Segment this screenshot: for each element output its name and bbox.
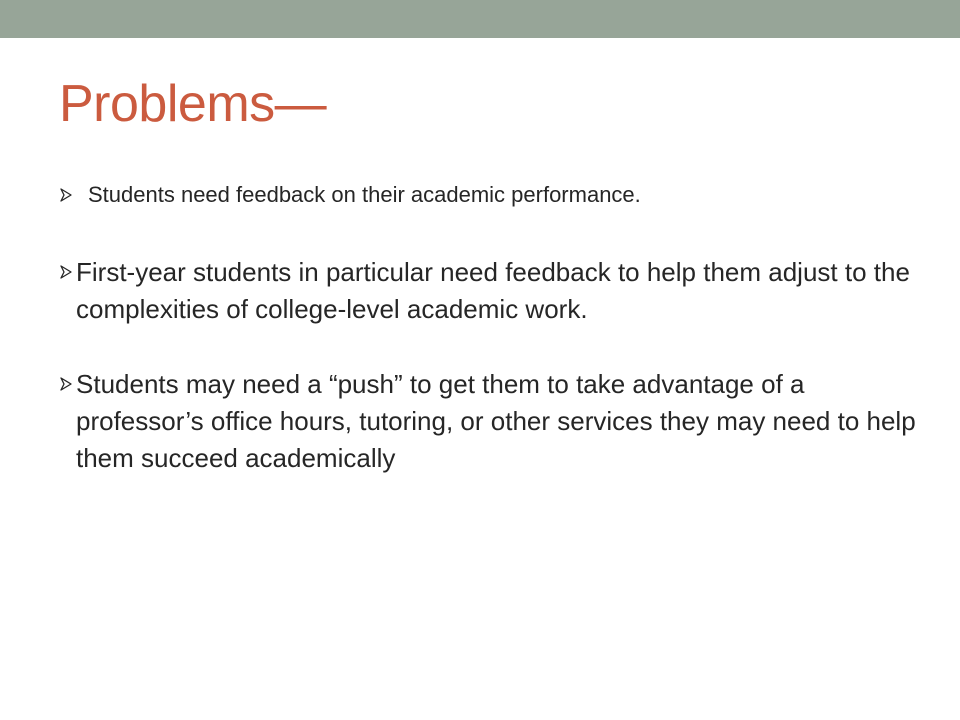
bullet-text: First-year students in particular need feedback to help them adjust to the complexities of college-level academic work. — [76, 257, 910, 324]
arrowhead-bullet-icon — [60, 377, 72, 391]
bullet-list — [60, 176, 920, 515]
bullet-item — [60, 254, 920, 328]
slide-title: Problems— — [59, 75, 327, 133]
bullet-text: Students need feedback on their academic performance. — [88, 182, 641, 207]
arrowhead-bullet-icon — [60, 188, 72, 202]
bullet-item — [60, 366, 920, 477]
bullet-item — [60, 176, 920, 213]
bullet-text: Students may need a “push” to get them to take advantage of a professor’s office hours, tutoring, or other services they may need to help them succeed academically — [76, 369, 916, 473]
top-accent-bar — [0, 0, 960, 38]
arrowhead-bullet-icon — [60, 265, 72, 279]
